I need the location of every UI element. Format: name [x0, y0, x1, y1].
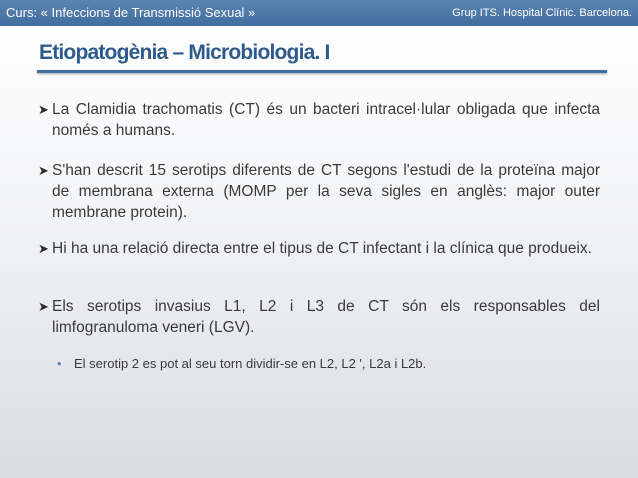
- course-title: Curs: « Infeccions de Transmissió Sexual »: [6, 5, 256, 20]
- dot-bullet-icon: •: [57, 356, 62, 371]
- slide-title: Etiopatogènia – Microbiologia. I: [39, 41, 330, 64]
- sub-bullet-text: El serotip 2 es pot al seu torn dividir-se en L2, L2 ', L2a i L2b.: [74, 356, 427, 371]
- bullet-text: Hi ha una relació directa entre el tipus de CT infectant i la clínica que produeix.: [52, 240, 592, 257]
- arrowhead-bullet-icon: ➤: [38, 299, 49, 314]
- organization-name: Grup ITS. Hospital Clínic. Barcelona.: [452, 7, 632, 19]
- title-underline: [37, 70, 607, 73]
- bullet-text: Els serotips invasius L1, L2 i L3 de CT són els responsables del limfogranuloma veneri (LGV).: [52, 298, 600, 336]
- bullet-text: S'han descrit 15 serotips diferents de CT segons l'estudi de la proteïna major de membrana externa (MOMP per la seva sigles en anglès: major outer membrane protein).: [52, 162, 600, 221]
- arrowhead-bullet-icon: ➤: [38, 241, 49, 256]
- header-bar: [0, 0, 638, 26]
- arrowhead-bullet-icon: ➤: [38, 102, 49, 117]
- bullet-text: La Clamidia trachomatis (CT) és un bacteri intracel·lular obligada que infecta només a humans.: [52, 101, 600, 139]
- arrowhead-bullet-icon: ➤: [38, 163, 49, 178]
